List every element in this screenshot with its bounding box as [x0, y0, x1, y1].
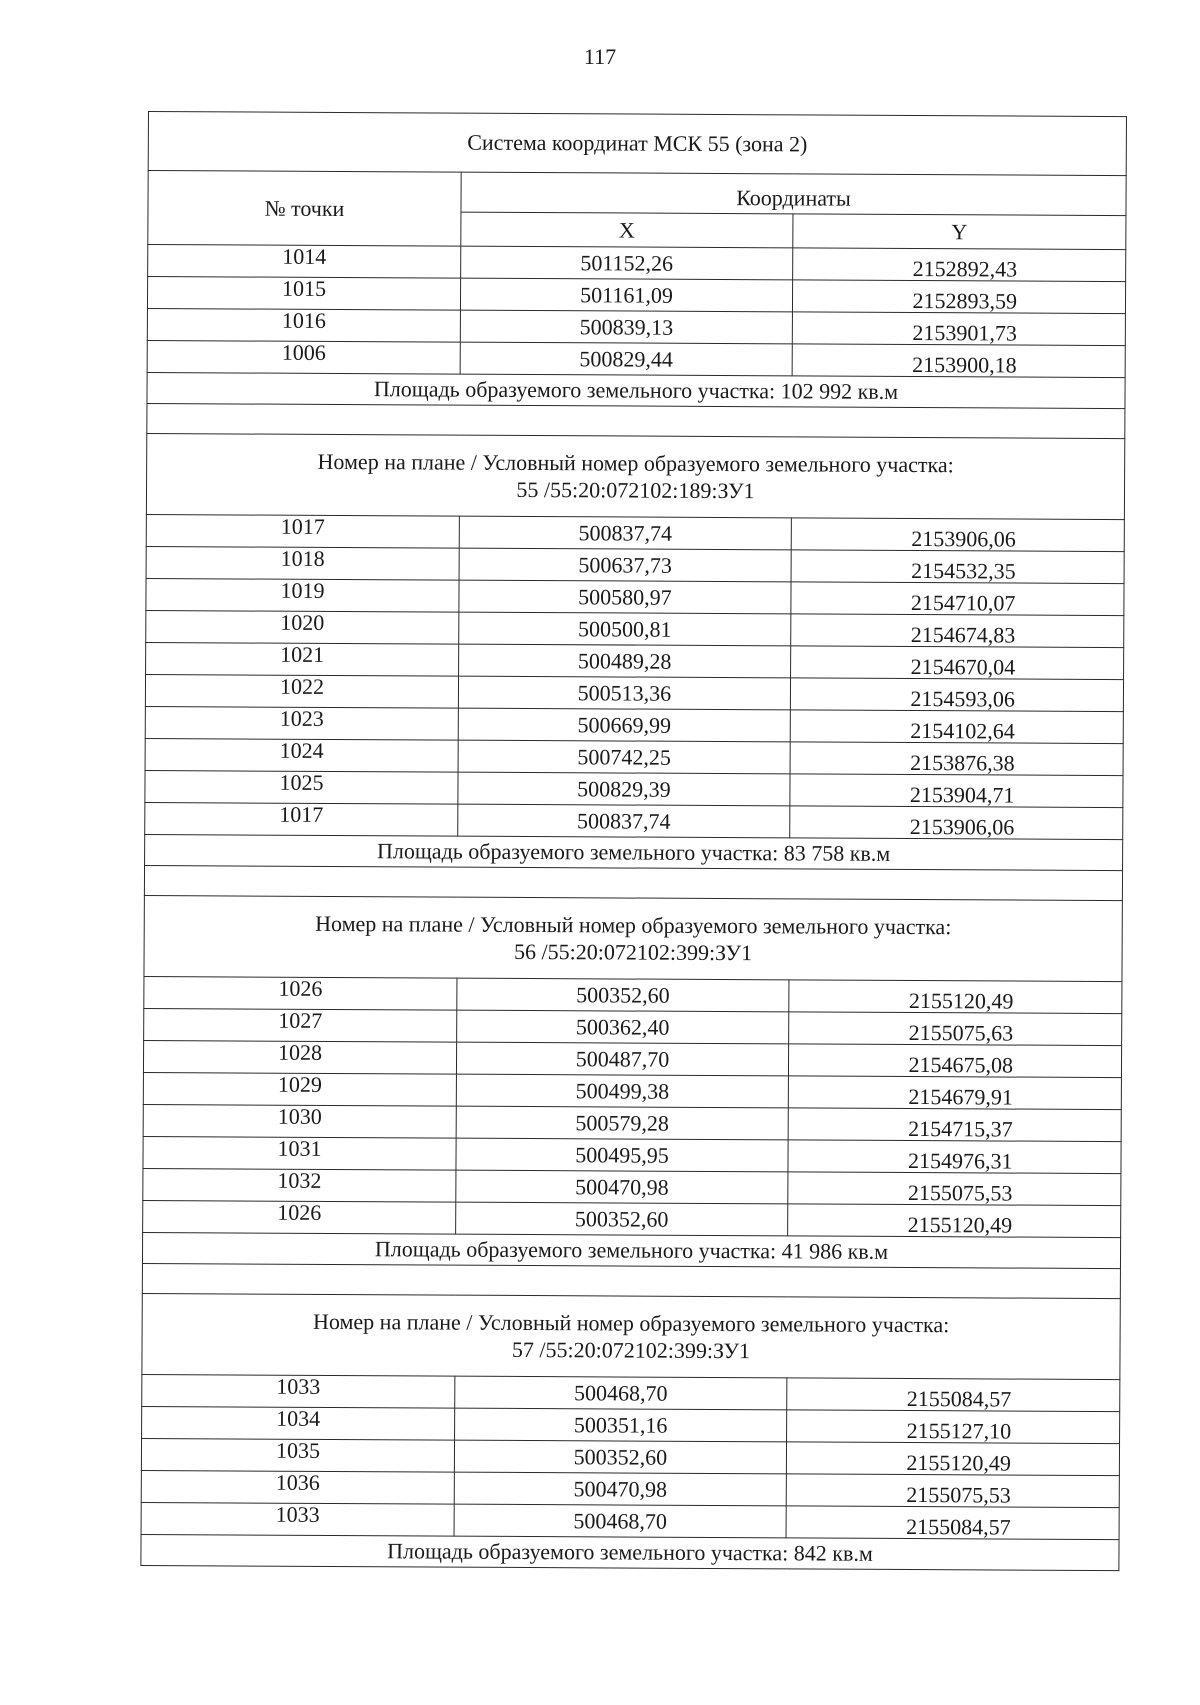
- y-coordinate-cell: 2155075,63: [789, 1012, 1122, 1046]
- point-number-cell: 1014: [148, 245, 461, 279]
- y-coordinate-cell: 2152892,43: [793, 248, 1126, 282]
- point-number-cell: 1025: [145, 770, 458, 804]
- point-number-cell: 1016: [147, 308, 460, 342]
- point-number-cell: 1020: [146, 610, 459, 644]
- coordinates-header: Координаты: [461, 172, 1126, 215]
- point-number-cell: 1030: [143, 1104, 456, 1138]
- x-coordinate-cell: 500470,98: [456, 1170, 788, 1204]
- table-row: [145, 802, 1123, 839]
- point-number-header: № точки: [148, 171, 461, 247]
- y-coordinate-cell: 2153906,06: [790, 806, 1123, 840]
- y-coordinate-cell: 2155120,49: [789, 980, 1122, 1014]
- point-number-cell: 1029: [143, 1072, 456, 1106]
- plot-area-cell: Площадь образуемого земельного участка: 842 кв.м: [141, 1534, 1119, 1570]
- y-coordinate-cell: 2154679,91: [788, 1076, 1121, 1110]
- x-coordinate-cell: 501161,09: [460, 278, 792, 312]
- x-coordinate-cell: 500499,38: [456, 1074, 788, 1108]
- y-coordinate-cell: 2155075,53: [788, 1172, 1121, 1206]
- plot-cadastral-number: 55 /55:20:072102:189:ЗУ1: [516, 476, 755, 504]
- y-coordinate-cell: 2154102,64: [790, 710, 1123, 744]
- x-coordinate-cell: 500352,60: [456, 1202, 788, 1236]
- point-number-cell: 1026: [143, 1200, 456, 1234]
- y-coordinate-cell: 2154715,37: [788, 1108, 1121, 1142]
- x-coordinate-cell: 500352,60: [454, 1440, 786, 1474]
- plot-header-row: [142, 1293, 1120, 1379]
- y-coordinate-cell: 2154674,83: [791, 614, 1124, 648]
- y-coordinate-cell: 2153876,38: [790, 742, 1123, 776]
- point-number-cell: 1022: [145, 674, 458, 708]
- point-number-cell: 1023: [145, 706, 458, 740]
- y-coordinate-cell: 2155075,53: [786, 1474, 1119, 1508]
- table-row: [143, 1200, 1121, 1237]
- y-coordinate-cell: 2153901,73: [792, 312, 1125, 346]
- plot-header-row: [146, 433, 1124, 519]
- plot-header-cell: [142, 1293, 1120, 1379]
- y-coordinate-cell: 2154675,08: [788, 1044, 1121, 1078]
- page-number: 117: [583, 44, 617, 69]
- point-number-cell: 1017: [146, 514, 459, 548]
- x-coordinate-cell: 500829,44: [460, 342, 792, 376]
- plot-cadastral-number: 56 /55:20:072102:399:ЗУ1: [513, 938, 753, 966]
- x-coordinate-cell: 500352,60: [457, 978, 789, 1012]
- x-coordinate-cell: 500513,36: [458, 676, 790, 710]
- point-number-cell: 1015: [147, 277, 460, 311]
- x-coordinate-cell: 500495,95: [456, 1138, 788, 1172]
- x-coordinate-cell: 500468,70: [454, 1504, 786, 1538]
- y-coordinate-cell: 2154670,04: [791, 646, 1124, 680]
- x-coordinate-cell: 500837,74: [458, 804, 790, 838]
- plot-area-cell: Площадь образуемого земельного участка: 102 992 кв.м: [147, 372, 1125, 408]
- area-row: [142, 1232, 1120, 1268]
- area-row: [145, 834, 1123, 870]
- y-coordinate-cell: 2155084,57: [787, 1378, 1120, 1412]
- point-number-cell: 1031: [143, 1136, 456, 1170]
- x-coordinate-cell: 500837,74: [459, 516, 791, 550]
- plot-header-cell: [144, 895, 1122, 981]
- x-coordinate-cell: 500470,98: [454, 1472, 786, 1506]
- plot-header-row: [144, 895, 1122, 981]
- y-coordinate-cell: 2155120,49: [788, 1204, 1121, 1238]
- y-coordinate-cell: 2154593,06: [790, 678, 1123, 712]
- x-coordinate-cell: 500579,28: [456, 1106, 788, 1140]
- x-coordinate-cell: 500351,16: [455, 1408, 787, 1442]
- coordinates-table: [140, 111, 1127, 1571]
- y-coordinate-cell: 2155127,10: [787, 1410, 1120, 1444]
- point-number-cell: 1006: [147, 340, 460, 374]
- point-number-cell: 1021: [146, 642, 459, 676]
- point-number-cell: 1028: [143, 1040, 456, 1074]
- y-coordinate-cell: 2153904,71: [790, 774, 1123, 808]
- y-coordinate-cell: 2154976,31: [788, 1140, 1121, 1174]
- y-coordinate-cell: 2152893,59: [792, 280, 1125, 314]
- x-coordinate-cell: 500362,40: [457, 1010, 789, 1044]
- x-coordinate-cell: 500839,13: [460, 310, 792, 344]
- coordinate-system-title: Система координат МСК 55 (зона 2): [148, 112, 1126, 176]
- x-coordinate-cell: 501152,26: [461, 246, 793, 280]
- x-coordinate-cell: 500489,28: [459, 644, 791, 678]
- x-column-header: X: [461, 212, 793, 248]
- point-number-cell: 1036: [141, 1470, 454, 1504]
- plot-area-cell: Площадь образуемого земельного участка: 83 758 кв.м: [145, 834, 1123, 870]
- area-row: [141, 1534, 1119, 1570]
- point-number-cell: 1035: [141, 1438, 454, 1472]
- table-row: [141, 1502, 1119, 1539]
- table-row: [147, 340, 1125, 377]
- x-coordinate-cell: 500500,81: [459, 612, 791, 646]
- y-coordinate-cell: 2153900,18: [792, 344, 1125, 378]
- point-number-cell: 1027: [144, 1008, 457, 1042]
- y-coordinate-cell: 2155120,49: [786, 1442, 1119, 1476]
- point-number-cell: 1019: [146, 578, 459, 612]
- x-coordinate-cell: 500829,39: [458, 772, 790, 806]
- point-number-cell: 1033: [142, 1374, 455, 1408]
- point-number-cell: 1034: [142, 1406, 455, 1440]
- x-coordinate-cell: 500742,25: [458, 740, 790, 774]
- point-number-cell: 1017: [145, 802, 458, 836]
- plot-header-cell: [146, 433, 1124, 519]
- y-coordinate-cell: 2155084,57: [786, 1506, 1119, 1540]
- x-coordinate-cell: 500637,73: [459, 548, 791, 582]
- x-coordinate-cell: 500487,70: [456, 1042, 788, 1076]
- x-coordinate-cell: 500468,70: [455, 1376, 787, 1410]
- plot-area-cell: Площадь образуемого земельного участка: 41 986 кв.м: [142, 1232, 1120, 1268]
- x-coordinate-cell: 500580,97: [459, 580, 791, 614]
- plot-cadastral-number: 57 /55:20:072102:399:ЗУ1: [511, 1336, 751, 1364]
- y-coordinate-cell: 2154532,35: [791, 550, 1124, 584]
- y-column-header: Y: [793, 214, 1126, 250]
- area-row: [147, 372, 1125, 408]
- point-number-cell: 1018: [146, 546, 459, 580]
- x-coordinate-cell: 500669,99: [458, 708, 790, 742]
- point-number-cell: 1026: [144, 976, 457, 1010]
- y-coordinate-cell: 2153906,06: [791, 518, 1124, 552]
- plot-header-label: Номер на плане / Условный номер образуемого земельного участка:: [313, 1308, 950, 1337]
- y-coordinate-cell: 2154710,07: [791, 582, 1124, 616]
- point-number-cell: 1033: [141, 1502, 454, 1536]
- plot-header-label: Номер на плане / Условный номер образуемого земельного участка:: [315, 910, 952, 939]
- plot-header-label: Номер на плане / Условный номер образуемого земельного участка:: [317, 448, 954, 477]
- point-number-cell: 1024: [145, 738, 458, 772]
- point-number-cell: 1032: [143, 1168, 456, 1202]
